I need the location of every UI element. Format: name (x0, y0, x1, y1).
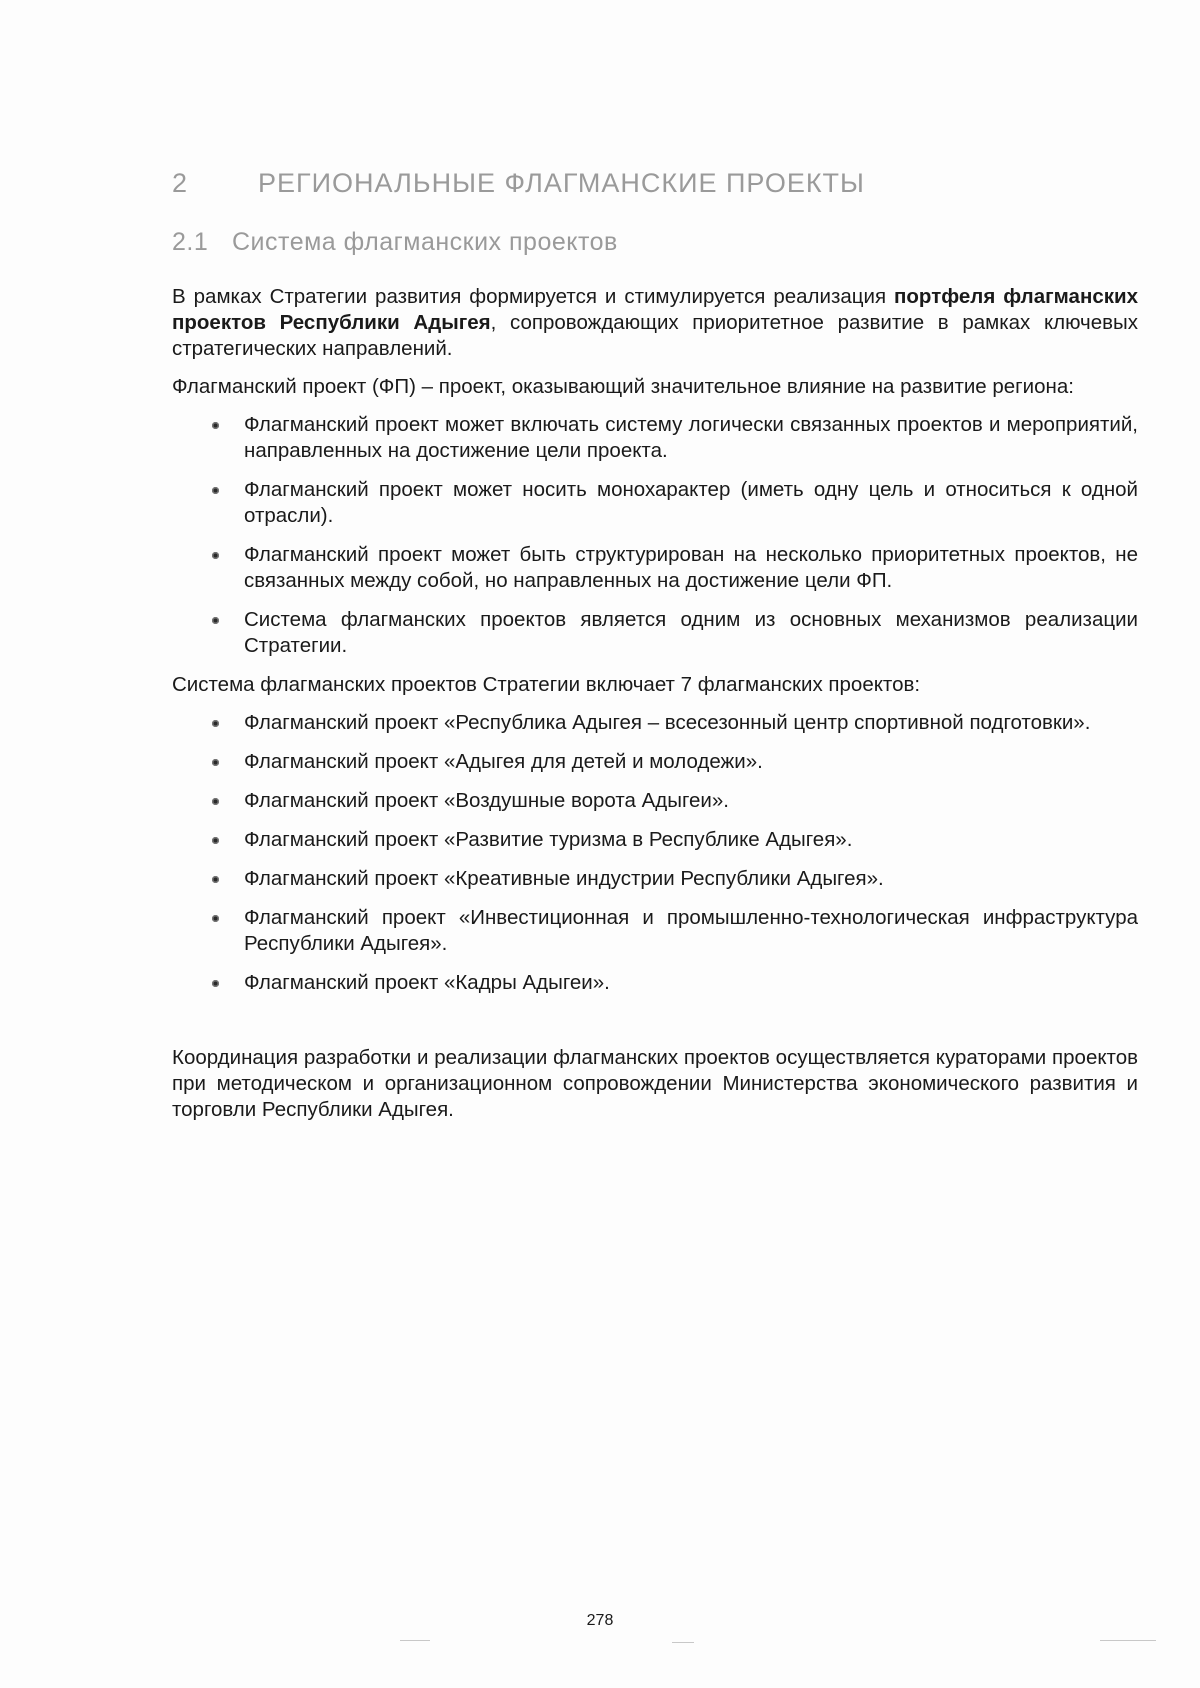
list-item-text: Флагманский проект «Адыгея для детей и молодежи». (244, 750, 763, 773)
bullet-icon (212, 759, 219, 766)
page-number: 278 (586, 1612, 614, 1629)
list-item (172, 827, 1138, 853)
scan-artifact (1100, 1640, 1156, 1641)
section-heading (172, 168, 1072, 199)
system-intro-paragraph: Система флагманских проектов Стратегии включает 7 флагманских проектов: (172, 673, 921, 696)
list-item (172, 710, 1138, 736)
bullet-icon (212, 980, 219, 987)
list-item (172, 607, 1138, 659)
list-item (172, 970, 1138, 996)
list-item (172, 788, 1138, 814)
list-item-text: Флагманский проект «Кадры Адыгеи». (244, 971, 610, 994)
list-item (172, 542, 1138, 594)
bullet-icon (212, 915, 219, 922)
list-item-text: Флагманский проект может быть структурирован на несколько приоритетных проектов, не связанных между собой, но направленных на достижение цели ФП. (244, 543, 1138, 592)
section-number: 2 (172, 168, 189, 198)
bullet-icon (212, 876, 219, 883)
bullet-icon (212, 837, 219, 844)
subsection-title: Система флагманских проектов (232, 228, 618, 256)
intro-text-after: , сопровождающих приоритетное развитие в рамках ключевых стратегических направлений. (172, 311, 1139, 360)
list-item-text: Флагманский проект «Республика Адыгея – всесезонный центр спортивной подготовки». (244, 711, 1091, 734)
spacer (172, 1009, 1138, 1045)
scan-artifact (400, 1640, 430, 1641)
section-title: РЕГИОНАЛЬНЫЕ ФЛАГМАНСКИЕ ПРОЕКТЫ (258, 168, 865, 198)
list-item-text: Флагманский проект может включать систему логически связанных проектов и мероприятий, направленных на достижение цели проекта. (244, 413, 1138, 462)
list-item (172, 412, 1138, 464)
subsection-heading (172, 228, 1072, 257)
list-item-text: Флагманский проект «Развитие туризма в Республике Адыгея». (244, 828, 853, 851)
list-item (172, 749, 1138, 775)
coordination-paragraph: Координация разработки и реализации флагманских проектов осуществляется кураторами проектов при методическом и организационном сопровождении Министерства экономического развития и торговли Республики Адыгея. (172, 1046, 1138, 1121)
intro-text-bold: портфеля флагманских проектов Республики Адыгея (172, 285, 1138, 334)
bullet-icon (212, 617, 219, 624)
bullet-icon (212, 487, 219, 494)
properties-list (172, 412, 1138, 659)
projects-list (172, 710, 1138, 996)
list-item (172, 477, 1138, 529)
list-item-text: Флагманский проект «Инвестиционная и промышленно-технологическая инфраструктура Республики Адыгея». (244, 906, 1138, 955)
list-item (172, 866, 1138, 892)
intro-text-before: В рамках Стратегии развития формируется и стимулируется реализация (172, 285, 895, 308)
list-item-text: Флагманский проект «Воздушные ворота Адыгеи». (244, 789, 729, 812)
bullet-icon (212, 798, 219, 805)
list-item (172, 905, 1138, 957)
list-item-text: Флагманский проект может носить монохарактер (иметь одну цель и относиться к одной отрасли). (244, 478, 1138, 527)
bullet-icon (212, 552, 219, 559)
subsection-number: 2.1 (172, 228, 209, 256)
bullet-icon (212, 422, 219, 429)
list-item-text: Флагманский проект «Креативные индустрии Республики Адыгея». (244, 867, 884, 890)
bullet-icon (212, 720, 219, 727)
definition-paragraph: Флагманский проект (ФП) – проект, оказывающий значительное влияние на развитие региона: (172, 375, 1074, 398)
scan-artifact (672, 1642, 694, 1643)
intro-paragraph (172, 284, 1138, 362)
body-text (172, 284, 1138, 1135)
list-item-text: Система флагманских проектов является одним из основных механизмов реализации Стратегии. (244, 608, 1138, 657)
